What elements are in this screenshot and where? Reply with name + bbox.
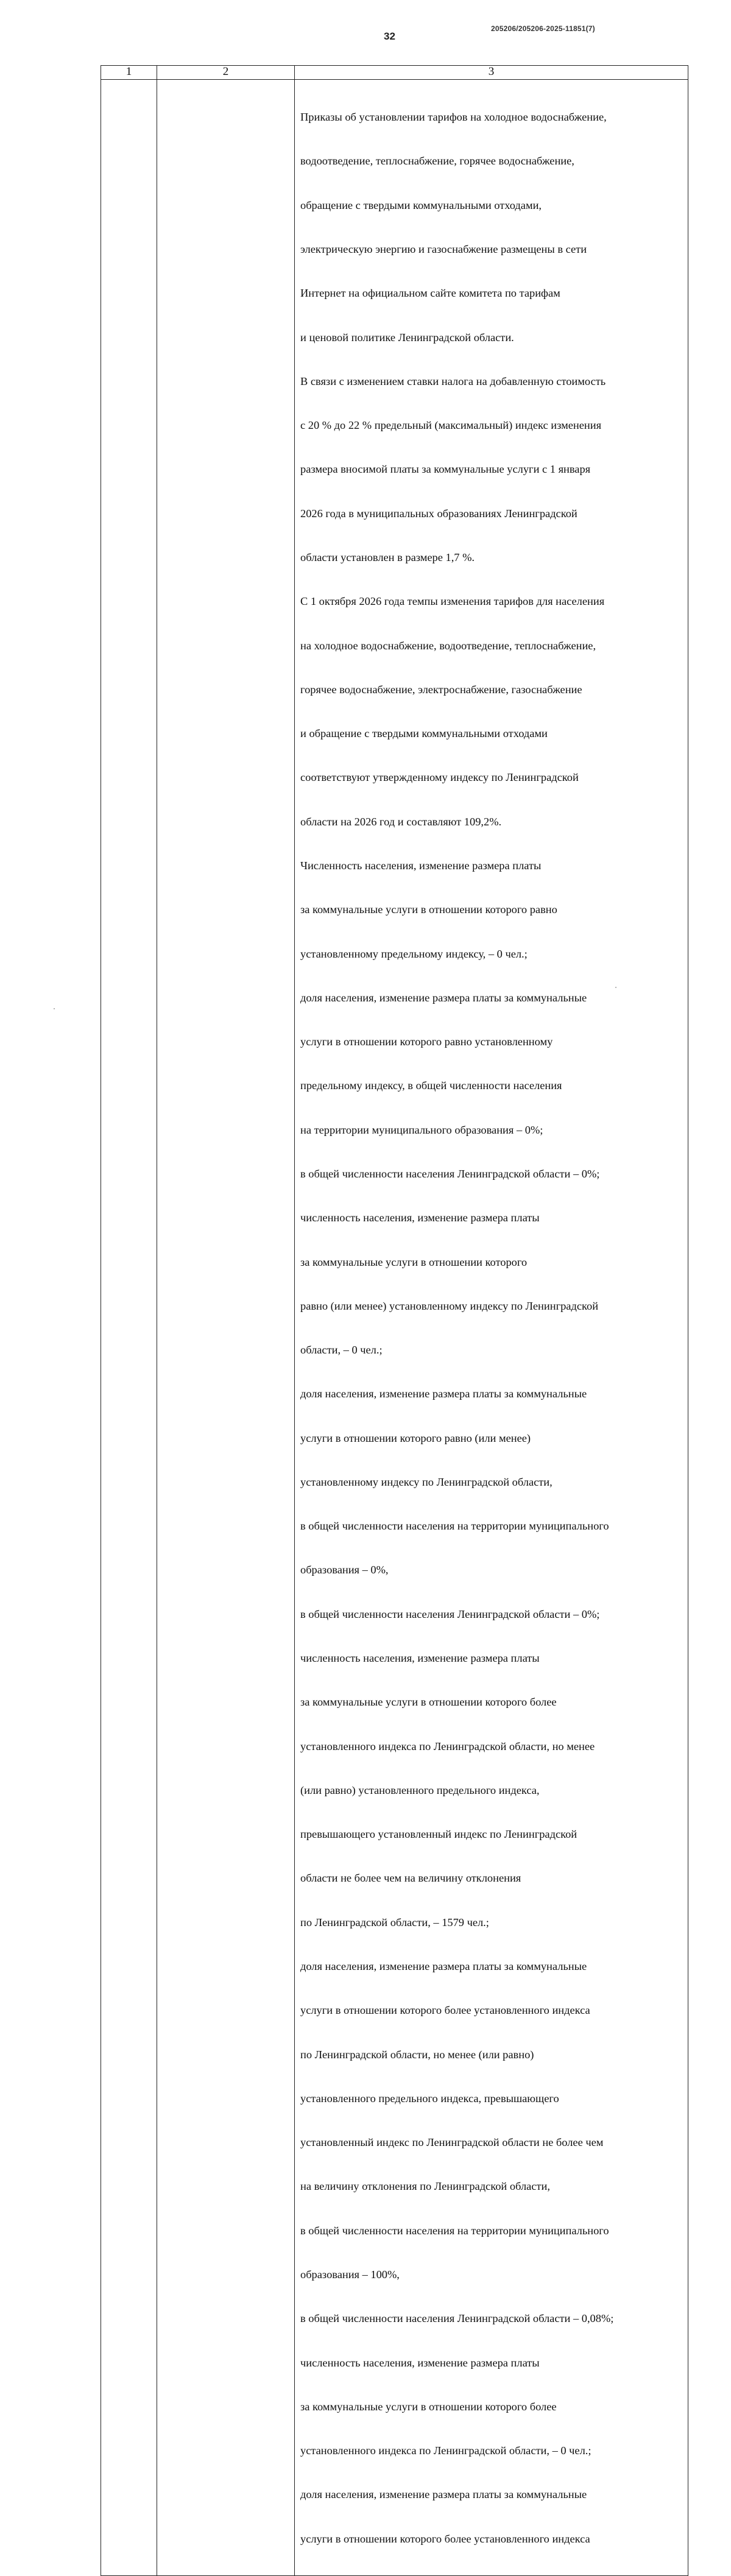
text-line: услуги в отношении которого более установленного индекса <box>300 2532 590 2545</box>
table-row <box>101 80 688 2576</box>
text-line: в общей численности населения Ленинградской области – 0%; <box>300 1167 600 1180</box>
text-line: 2026 года в муниципальных образованиях Ленинградской <box>300 507 577 520</box>
document-table <box>101 65 688 2576</box>
text-line: установленный индекс по Ленинградской области не более чем <box>300 2136 604 2149</box>
text-line: в общей численности населения Ленинградской области – 0%; <box>300 1607 600 1620</box>
text-line: за коммунальные услуги в отношении которого более <box>300 1696 557 1709</box>
text-line: установленного индекса по Ленинградской области, – 0 чел.; <box>300 2444 592 2457</box>
text-line: обращение с твердыми коммунальными отходами, <box>300 199 542 211</box>
text-line: (или равно) установленного предельного индекса, <box>300 1784 540 1796</box>
text-line: установленного индекса по Ленинградской области, но менее <box>300 1740 595 1752</box>
column-header-3: 3 <box>295 66 688 80</box>
text-line: водоотведение, теплоснабжение, горячее водоснабжение, <box>300 155 574 168</box>
text-line: и обращение с твердыми коммунальными отходами <box>300 727 548 740</box>
text-line: Численность населения, изменение размера платы <box>300 859 542 872</box>
text-line: В связи с изменением ставки налога на добавленную стоимость <box>300 375 606 387</box>
text-line: услуги в отношении которого равно (или менее) <box>300 1431 531 1444</box>
text-line: по Ленинградской области, но менее (или равно) <box>300 2048 534 2061</box>
table-cell-col1 <box>101 80 157 2576</box>
document-id: 205206/205206-2025-11851(7) <box>491 24 595 33</box>
text-line: установленного предельного индекса, превышающего <box>300 2092 559 2105</box>
text-line: предельному индексу, в общей численности населения <box>300 1079 562 1092</box>
scan-speck <box>54 1008 55 1009</box>
text-line: области установлен в размере 1,7 %. <box>300 551 475 563</box>
text-line: С 1 октября 2026 года темпы изменения тарифов для населения <box>300 595 605 608</box>
text-line: электрическую энергию и газоснабжение размещены в сети <box>300 243 587 256</box>
text-line: с 20 % до 22 % предельный (максимальный) индекс изменения <box>300 419 602 432</box>
text-line: образования – 0%, <box>300 1564 389 1576</box>
text-line: и ценовой политике Ленинградской области. <box>300 331 514 344</box>
text-line: услуги в отношении которого более установленного индекса <box>300 2004 590 2017</box>
text-line: на холодное водоснабжение, водоотведение, теплоснабжение, <box>300 639 596 652</box>
text-line: области не более чем на величину отклонения <box>300 1872 521 1885</box>
text-line: образования – 100%, <box>300 2268 400 2281</box>
text-line: в общей численности населения на территории муниципального <box>300 1520 609 1533</box>
text-line: размера вносимой платы за коммунальные услуги с 1 января <box>300 463 591 476</box>
text-line: за коммунальные услуги в отношении которого равно <box>300 903 557 916</box>
text-line: численность населения, изменение размера платы <box>300 2356 540 2369</box>
text-line: на территории муниципального образования – 0%; <box>300 1123 543 1136</box>
text-line: услуги в отношении которого равно установленному <box>300 1036 553 1048</box>
column-header-1: 1 <box>101 66 157 80</box>
page-number: 32 <box>384 30 395 42</box>
table-header-row <box>101 66 688 80</box>
text-line: доля населения, изменение размера платы за коммунальные <box>300 991 587 1004</box>
text-line: численность населения, изменение размера платы <box>300 1212 540 1224</box>
text-line: доля населения, изменение размера платы за коммунальные <box>300 2488 587 2501</box>
scan-speck <box>615 987 616 988</box>
text-line: области на 2026 год и составляют 109,2%. <box>300 815 502 828</box>
text-line: по Ленинградской области, – 1579 чел.; <box>300 1916 489 1928</box>
text-line: соответствуют утвержденному индексу по Ленинградской <box>300 771 579 784</box>
text-line: доля населения, изменение размера платы за коммунальные <box>300 1388 587 1400</box>
text-line: в общей численности населения на территории муниципального <box>300 2224 609 2237</box>
text-line: установленному индексу по Ленинградской области, <box>300 1475 553 1488</box>
text-line: доля населения, изменение размера платы за коммунальные <box>300 1960 587 1972</box>
text-line: в общей численности населения Ленинградской области – 0,08%; <box>300 2312 614 2325</box>
column-header-2: 2 <box>157 66 295 80</box>
text-line: Приказы об установлении тарифов на холодное водоснабжение, <box>300 111 607 124</box>
text-line: за коммунальные услуги в отношении которого <box>300 1255 528 1268</box>
table-cell-col3 <box>295 80 688 2576</box>
text-line: установленному предельному индексу, – 0 чел.; <box>300 947 528 960</box>
text-line: численность населения, изменение размера платы <box>300 1652 540 1665</box>
text-line: равно (или менее) установленному индексу по Ленинградской <box>300 1299 599 1312</box>
text-line: на величину отклонения по Ленинградской области, <box>300 2180 550 2193</box>
text-line: за коммунальные услуги в отношении которого более <box>300 2400 557 2413</box>
text-line: превышающего установленный индекс по Ленинградской <box>300 1828 577 1841</box>
text-line: области, – 0 чел.; <box>300 1344 383 1357</box>
text-line: Интернет на официальном сайте комитета по тарифам <box>300 287 560 300</box>
text-line: горячее водоснабжение, электроснабжение, газоснабжение <box>300 683 582 696</box>
table-cell-col2 <box>157 80 295 2576</box>
